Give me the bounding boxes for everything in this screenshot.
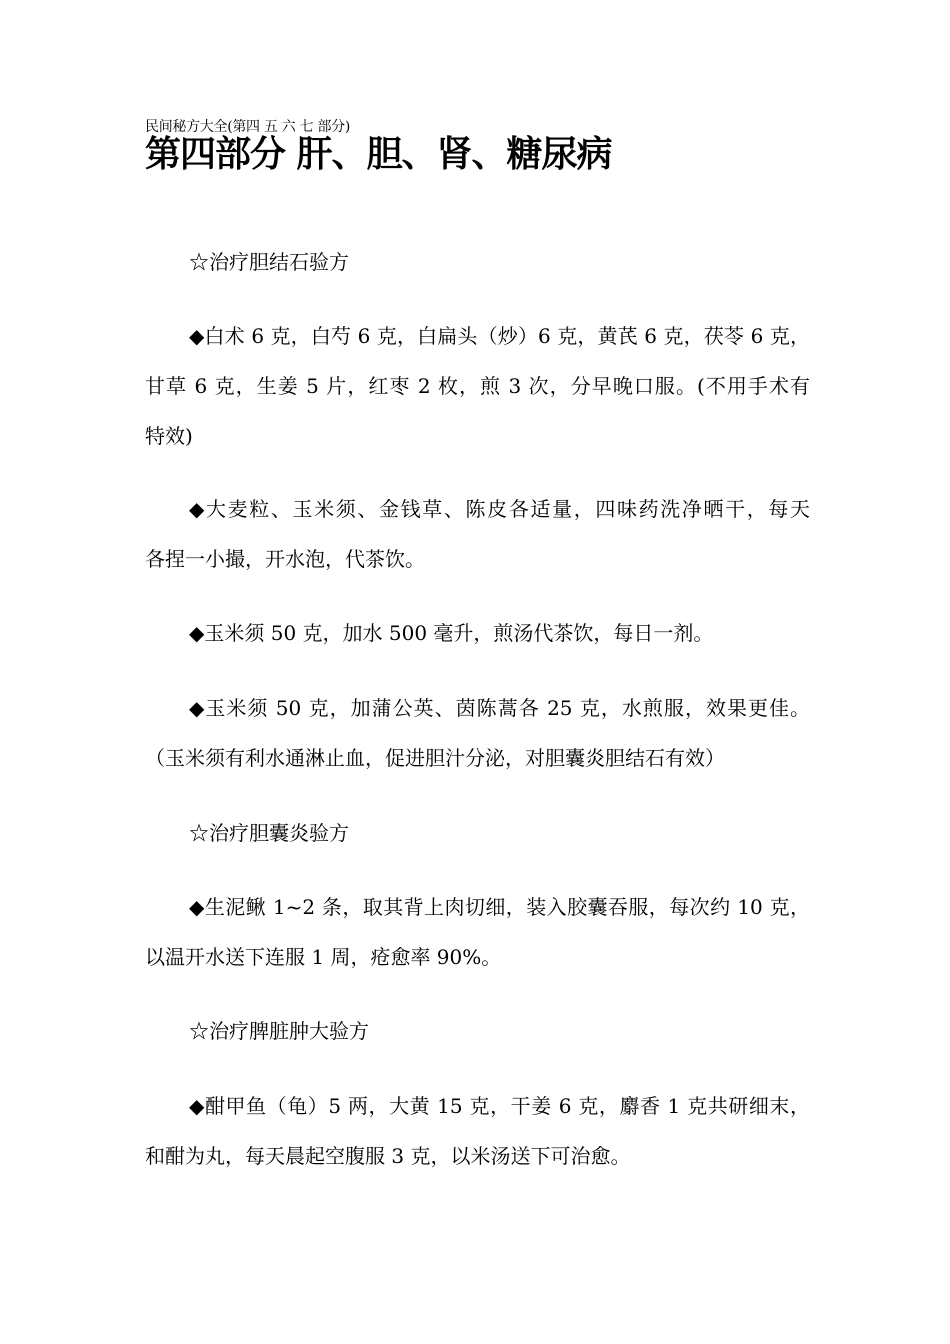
remedy-gallstones-2 xyxy=(145,484,810,584)
section-heading-gallstones xyxy=(145,237,810,287)
remedy-line: ◆玉米须 50 克，加蒲公英、茵陈蒿各 25 克，水煎服，效果更佳。 xyxy=(189,696,810,720)
document-header: 民间秘方大全(第四 五 六 七 部分) xyxy=(145,119,351,135)
section-heading-text: ☆治疗胆结石验方 xyxy=(189,250,349,274)
section-heading-text: ☆治疗脾脏肿大验方 xyxy=(189,1019,369,1043)
remedy-line: 和酣为丸，每天晨起空腹服 3 克，以米汤送下可治愈。 xyxy=(145,1144,631,1168)
remedy-line: （玉米须有利水通淋止血，促进胆汁分泌，对胆囊炎胆结石有效） xyxy=(145,746,725,770)
remedy-line: 特效) xyxy=(145,424,193,448)
remedy-line: ◆大麦粒、玉米须、金钱草、陈皮各适量，四味药洗净晒干，每天 xyxy=(189,497,810,521)
remedy-line: 甘草 6 克，生姜 5 片，红枣 2 枚，煎 3 次，分早晚口服。(不用手术有 xyxy=(145,374,810,398)
remedy-line: ◆酣甲鱼（龟）5 两，大黄 15 克，干姜 6 克，麝香 1 克共研细末， xyxy=(189,1094,810,1118)
remedy-gallstones-3 xyxy=(145,608,810,658)
document-title: 第四部分 肝、胆、肾、糖尿病 xyxy=(145,134,612,175)
remedy-splenomegaly-1 xyxy=(145,1081,810,1181)
remedy-line: ◆玉米须 50 克，加水 500 毫升，煎汤代茶饮，每日一剂。 xyxy=(189,621,714,645)
remedy-line: ◆生泥鳅 1~2 条，取其背上肉切细，装入胶囊吞服，每次约 10 克， xyxy=(189,895,810,919)
remedy-line: 以温开水送下连服 1 周，疮愈率 90%。 xyxy=(145,945,502,969)
section-heading-splenomegaly xyxy=(145,1006,810,1056)
remedy-gallstones-1 xyxy=(145,311,810,461)
remedy-line: 各捏一小撮，开水泡，代茶饮。 xyxy=(145,547,425,571)
section-heading-cholecystitis xyxy=(145,808,810,858)
remedy-line: ◆白术 6 克，白芍 6 克，白扁头（炒）6 克，黄芪 6 克，茯苓 6 克， xyxy=(189,324,810,348)
remedy-gallstones-4 xyxy=(145,683,810,783)
remedy-cholecystitis-1 xyxy=(145,882,810,982)
section-heading-text: ☆治疗胆囊炎验方 xyxy=(189,821,349,845)
